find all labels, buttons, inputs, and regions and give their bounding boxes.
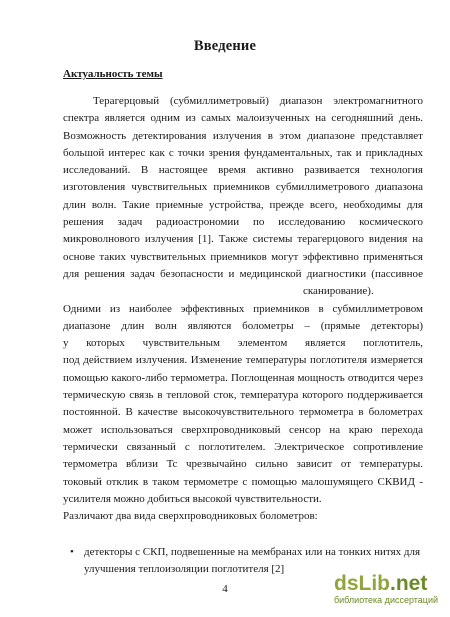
text-line: термометра вблизи Tc чрезвычайно сильно зависит от температуры. [63, 458, 423, 471]
text-line: длин волн. Такие приемные устройства, прежде всего, необходимы для [63, 198, 423, 211]
text-line: термическую связь в тепловой сток, температура которого поддерживается [63, 389, 423, 402]
page-title: Введение [193, 38, 257, 54]
text-line: микроволнового излучения [1]. Также системы терагерцового видения на [63, 233, 423, 246]
text-line: основе таких чувствительных приемников могут эффективно применяться [63, 250, 423, 263]
bullet-line: улучшения теплоизоляции поглотителя [2] [84, 563, 285, 576]
dslib-logo[interactable] [334, 573, 442, 609]
text-line: Возможность детектирования излучения в этом диапазоне представляет [63, 129, 423, 142]
bullet-marker: • [70, 546, 74, 558]
text-line: большой интерес как с точки зрения фундаментальных, так и прикладных [63, 146, 423, 159]
text-line: усилителя можно добиться высокой чувствительности. [63, 492, 322, 505]
text-line: Одними из наиболее эффективных приемников в субмиллиметровом [63, 302, 423, 315]
body-text [63, 93, 423, 525]
text-line: помощью какого-либо термометра. Поглощенная мощность отводится через [63, 371, 423, 384]
bullet-line: детекторы с СКП, подвешенные на мембранах или на тонких нитях для [84, 546, 421, 558]
text-line: изготовления чувствительных приемников субмиллиметрового диапазона [63, 181, 423, 194]
text-line: термически связанный с поглотителем. Электрическое сопротивление [63, 440, 423, 453]
text-line: Различают два вида сверхпроводниковых болометров: [63, 510, 318, 523]
text-line: токовый отклик в таком термометре с помощью малошумящего СКВИД - [63, 475, 423, 488]
text-line: решения задач радиоастрономии по исследованию космического [63, 216, 423, 229]
text-line: исследований. В настоящее время активно развивается технология [63, 164, 423, 177]
text-line: Терагерцовый (субмиллиметровый) диапазон электромагнитного [93, 95, 423, 107]
logo-subtitle: библиотека диссертаций [334, 595, 439, 605]
logo-brand: dsLib [334, 572, 390, 595]
logo-main-text [334, 573, 442, 595]
text-line: диапазоне длин волн являются болометры – (прямые детекторы) [63, 319, 423, 332]
text-line: под действием излучения. Изменение температуры поглотителя измеряется [63, 354, 423, 367]
text-line: может использоваться сверхпроводниковый сенсор на краю перехода [63, 423, 423, 436]
text-line: сканирование). [303, 285, 374, 298]
text-line: для решения задач безопасности и медицинской диагностики (пассивное [63, 267, 423, 280]
text-line: постоянной. В качестве высокочувствительного термометра в болометрах [63, 406, 423, 419]
page-number: 4 [222, 583, 228, 595]
text-line: у которых чувствительным элементом является поглотитель, [63, 337, 423, 350]
text-line: спектра является одним из самых малоизученных на сегодняшний день. [63, 112, 423, 125]
section-subtitle: Актуальность темы [63, 68, 163, 80]
logo-suffix: .net [390, 572, 428, 595]
